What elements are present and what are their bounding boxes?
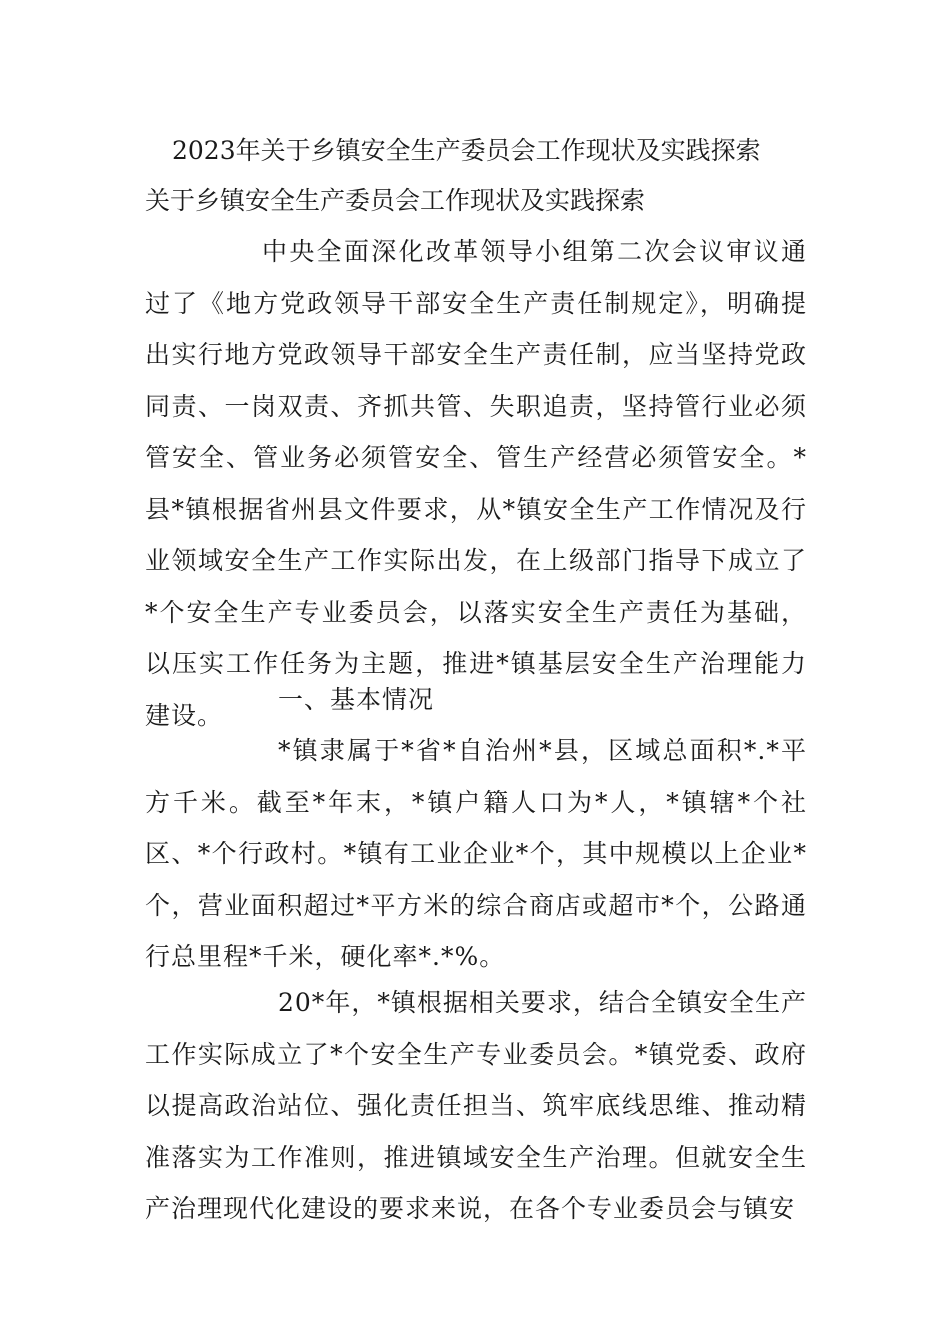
paragraph-town-overview: *镇隶属于*省*自治州*县，区域总面积*.*平方千米。截至*年末，*镇户籍人口为*人，*镇辖*个社区、*个行政村。*镇有工业企业*个，其中规模以上企业*个，营业面积超过*平方米的综合商店或超市*个，公路通行总里程*千米，硬化率*.*%。 [145,736,807,971]
document-title: 2023年关于乡镇安全生产委员会工作现状及实践探索 [172,136,761,165]
paragraph-intro: 中央全面深化改革领导小组第二次会议审议通过了《地方党政领导干部安全生产责任制规定》，明确提出实行地方党政领导干部安全生产责任制，应当坚持党政同责、一岗双责、齐抓共管、失职追责，坚持管行业必须管安全、管业务必须管安全、管生产经营必须管安全。*县*镇根据省州县文件要求，从*镇安全生产工作情况及行业领域安全生产工作实际出发，在上级部门指导下成立了*个安全生产专业委员会，以落实安全生产责任为基础，以压实工作任务为主题，推进*镇基层安全生产治理能力建设。 [145,237,807,730]
paragraph-committee-establishment: 20*年，*镇根据相关要求，结合全镇安全生产工作实际成立了*个安全生产专业委员会。*镇党委、政府以提高政治站位、强化责任担当、筑牢底线思维、推动精准落实为工作准则，推进镇域安全生产治理。但就安全生产治理现代化建设的要求来说，在各个专业委员会与镇安 [145,988,807,1223]
document-subtitle: 关于乡镇安全生产委员会工作现状及实践探索 [145,186,646,215]
section-heading-basic-situation: 一、基本情况 [278,685,435,714]
